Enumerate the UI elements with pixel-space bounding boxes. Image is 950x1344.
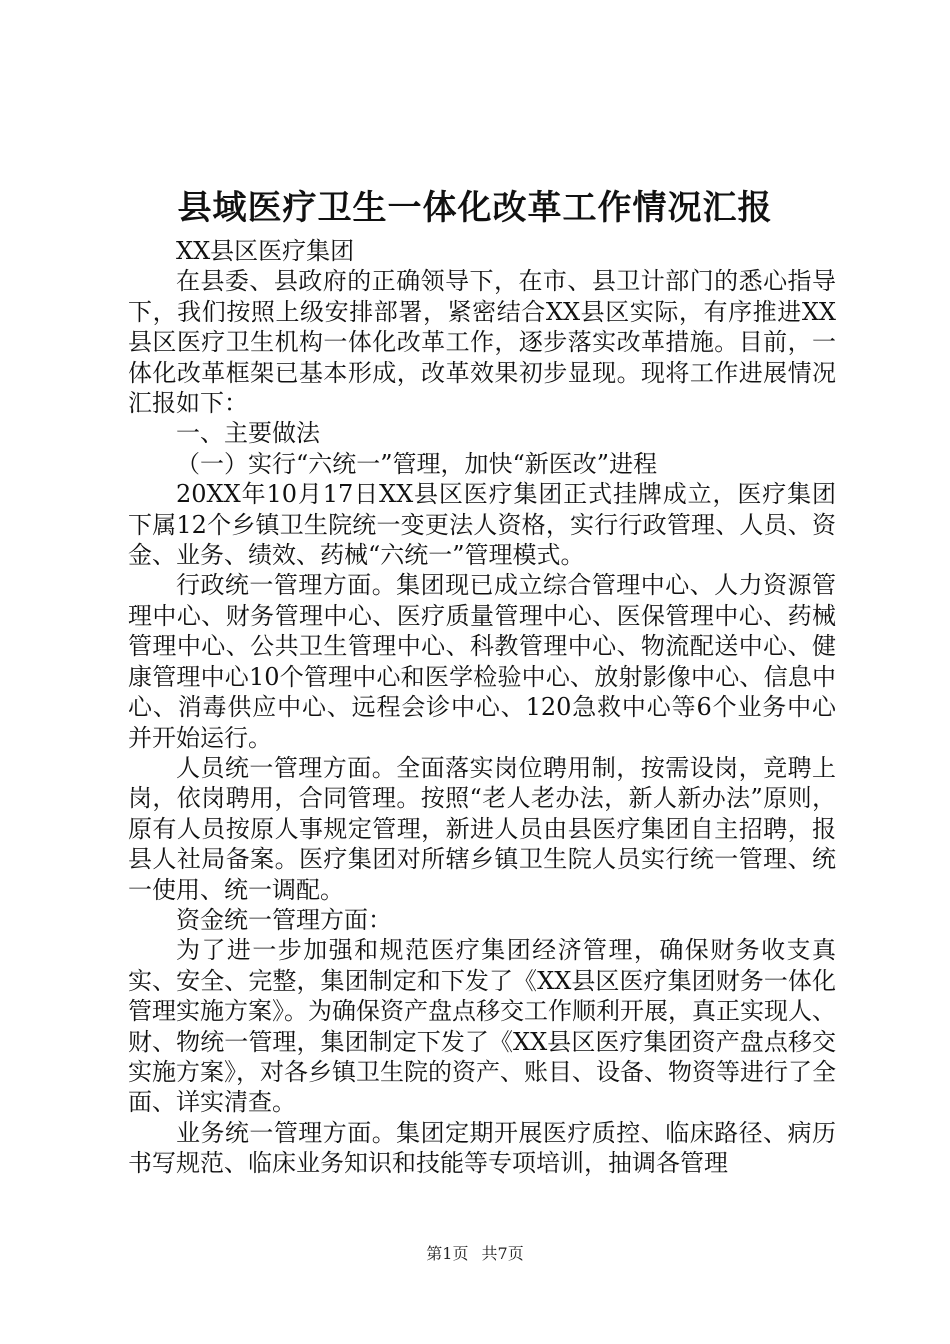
- page-total: 共7页: [481, 1244, 524, 1263]
- body-paragraph: 为了进一步加强和规范医疗集团经济管理，确保财务收支真实、安全、完整，集团制定和下发了《XX县区医疗集团财务一体化管理实施方案》。为确保资产盘点移交工作顺利开展，真正实现人、财、物统一管理，集团制定下发了《XX县区医疗集团资产盘点移交实施方案》，对各乡镇卫生院的资产、账目、设备、物资等进行了全面、详实清查。: [128, 936, 836, 1117]
- body-paragraph: 业务统一管理方面。集团定期开展医疗质控、临床路径、病历书写规范、临床业务知识和技能等专项培训，抽调各管理: [128, 1118, 836, 1178]
- body-paragraph: 资金统一管理方面：: [176, 905, 392, 934]
- body-paragraph: 行政统一管理方面。集团现已成立综合管理中心、人力资源管理中心、财务管理中心、医疗质量管理中心、医保管理中心、药械管理中心、公共卫生管理中心、科教管理中心、物流配送中心、健康管理中心10个管理中心和医学检验中心、放射影像中心、信息中心、消毒供应中心、远程会诊中心、120急救中心等6个业务中心并开始运行。: [128, 571, 836, 752]
- body-paragraph: 人员统一管理方面。全面落实岗位聘用制，按需设岗，竞聘上岗，依岗聘用，合同管理。按照“老人老办法，新人新办法”原则，原有人员按原人事规定管理，新进人员由县医疗集团自主招聘，报县人社局备案。医疗集团对所辖乡镇卫生院人员实行统一管理、统一使用、统一调配。: [128, 753, 836, 904]
- document-title: 县域医疗卫生一体化改革工作情况汇报: [177, 188, 773, 228]
- document-body: [128, 236, 836, 1179]
- page-footer: [0, 1244, 950, 1264]
- section-heading: 一、主要做法: [176, 419, 320, 448]
- intro-paragraph: 在县委、县政府的正确领导下，在市、县卫计部门的悉心指导下，我们按照上级安排部署，紧密结合XX县区实际，有序推进XX县区医疗卫生机构一体化改革工作，逐步落实改革措施。目前，一体化改革框架已基本形成，改革效果初步显现。现将工作进展情况汇报如下：: [128, 267, 836, 418]
- subsection-heading: （一）实行“六统一”管理，加快“新医改”进程: [176, 449, 658, 478]
- body-paragraph: 20XX年10月17日XX县区医疗集团正式挂牌成立，医疗集团下属12个乡镇卫生院统一变更法人资格，实行行政管理、人员、资金、业务、绩效、药械“六统一”管理模式。: [128, 480, 836, 570]
- page-number: 第1页: [426, 1244, 469, 1263]
- author-line: XX县区医疗集团: [176, 237, 355, 265]
